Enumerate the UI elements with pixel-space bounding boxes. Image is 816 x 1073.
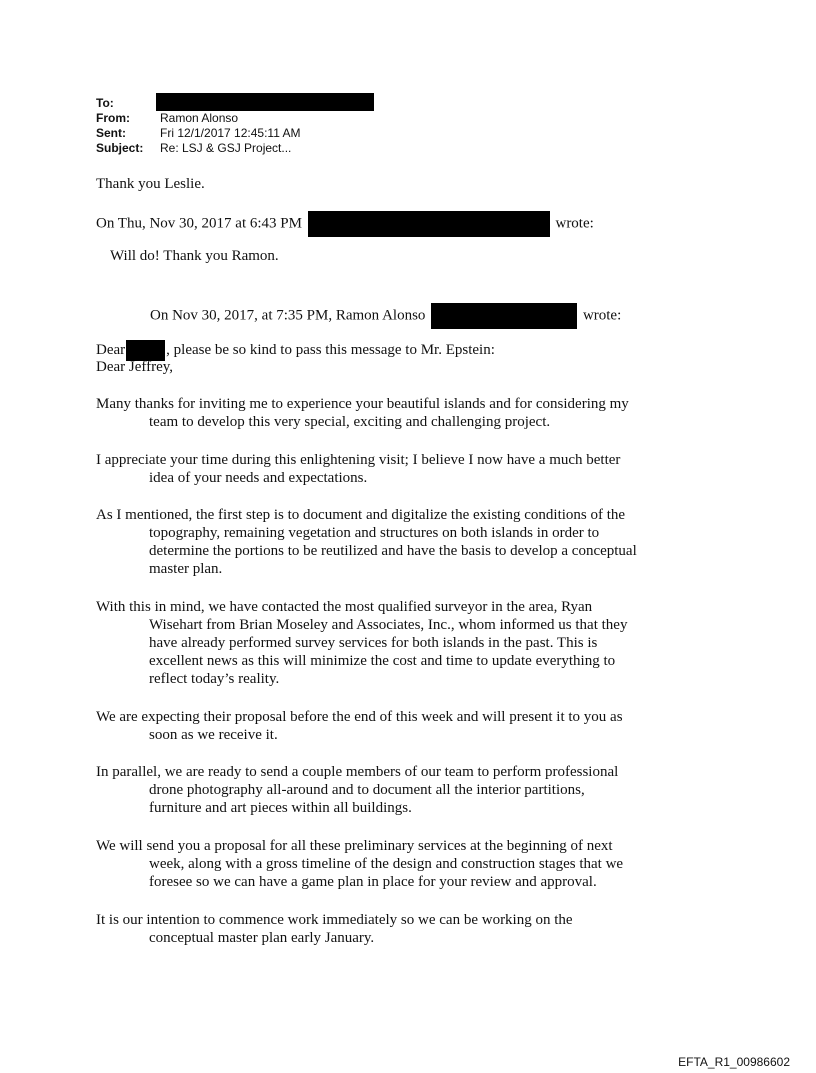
paragraph-line: We are expecting their proposal before the end of this week and will present it to you as — [96, 709, 623, 725]
paragraph-line: drone photography all-around and to document all the interior partitions, — [149, 782, 585, 798]
paragraph-line: Many thanks for inviting me to experience your beautiful islands and for considering my — [96, 396, 629, 412]
paragraph-line: furniture and art pieces within all buildings. — [149, 800, 412, 816]
dear-suffix: , please be so kind to pass this message to Mr. Epstein: — [166, 341, 495, 358]
quote-header-2 — [150, 303, 621, 329]
body-paragraph — [96, 837, 696, 891]
quote-header-1 — [96, 211, 594, 237]
paragraph-line: As I mentioned, the first step is to document and digitalize the existing conditions of the — [96, 507, 626, 523]
quote2-prefix: On Nov 30, 2017, at 7:35 PM, Ramon Alonso — [150, 307, 426, 324]
body-paragraph — [96, 763, 696, 817]
body-paragraph — [96, 911, 696, 947]
quote1-prefix: On Thu, Nov 30, 2017 at 6:43 PM — [96, 215, 302, 232]
paragraph-line: excellent news as this will minimize the cost and time to update everything to — [149, 653, 616, 669]
paragraph-line: master plan. — [149, 561, 223, 577]
paragraph-line: I appreciate your time during this enlightening visit; I believe I now have a much better — [96, 452, 621, 468]
subject-label: Subject: — [96, 141, 144, 155]
paragraph-line: We will send you a proposal for all these preliminary services at the beginning of next — [96, 838, 613, 854]
body-paragraph — [96, 506, 696, 578]
redaction-bar-to — [156, 93, 374, 111]
sent-value: Fri 12/1/2017 12:45:11 AM — [160, 126, 301, 140]
redaction-bar-sender-1 — [308, 211, 550, 237]
greeting-line: Dear Jeffrey, — [96, 359, 174, 375]
paragraph-line: With this in mind, we have contacted the most qualified surveyor in the area, Ryan — [96, 599, 593, 615]
paragraph-line: conceptual master plan early January. — [149, 930, 375, 946]
thanks-line: Thank you Leslie. — [96, 176, 205, 192]
paragraph-line: have already performed survey services for both islands in the past. This is — [149, 635, 598, 651]
paragraph-line: soon as we receive it. — [149, 727, 278, 743]
body-paragraph — [96, 395, 696, 431]
paragraph-line: idea of your needs and expectations. — [149, 470, 368, 486]
paragraph-line: foresee so we can have a game plan in place for your review and approval. — [149, 874, 597, 890]
paragraph-line: It is our intention to commence work immediately so we can be working on the — [96, 912, 573, 928]
to-label: To: — [96, 96, 114, 110]
subject-value: Re: LSJ & GSJ Project... — [160, 141, 292, 155]
document-id: EFTA_R1_00986602 — [678, 1055, 790, 1069]
dear-prefix: Dear — [96, 341, 126, 358]
paragraph-line: determine the portions to be reutilized and have the basis to develop a conceptual — [149, 543, 637, 559]
sent-label: Sent: — [96, 126, 126, 140]
paragraph-line: week, along with a gross timeline of the design and construction stages that we — [149, 856, 624, 872]
body-paragraph — [96, 451, 696, 487]
body-paragraph — [96, 708, 696, 744]
paragraph-line: topography, remaining vegetation and structures on both islands in order to — [149, 525, 600, 541]
quote2-suffix: wrote: — [582, 307, 622, 324]
body-paragraph — [96, 598, 696, 688]
redaction-bar-sender-2 — [431, 303, 577, 329]
quote1-suffix: wrote: — [555, 215, 594, 232]
paragraph-line: Wisehart from Brian Moseley and Associates, Inc., whom informed us that they — [149, 617, 628, 633]
from-value: Ramon Alonso — [160, 111, 239, 125]
paragraph-line: reflect today’s reality. — [149, 671, 280, 687]
from-label: From: — [96, 111, 130, 125]
paragraph-line: In parallel, we are ready to send a couple members of our team to perform professional — [96, 764, 619, 780]
reply-line: Will do! Thank you Ramon. — [110, 248, 279, 264]
paragraph-line: team to develop this very special, exciting and challenging project. — [149, 414, 551, 430]
